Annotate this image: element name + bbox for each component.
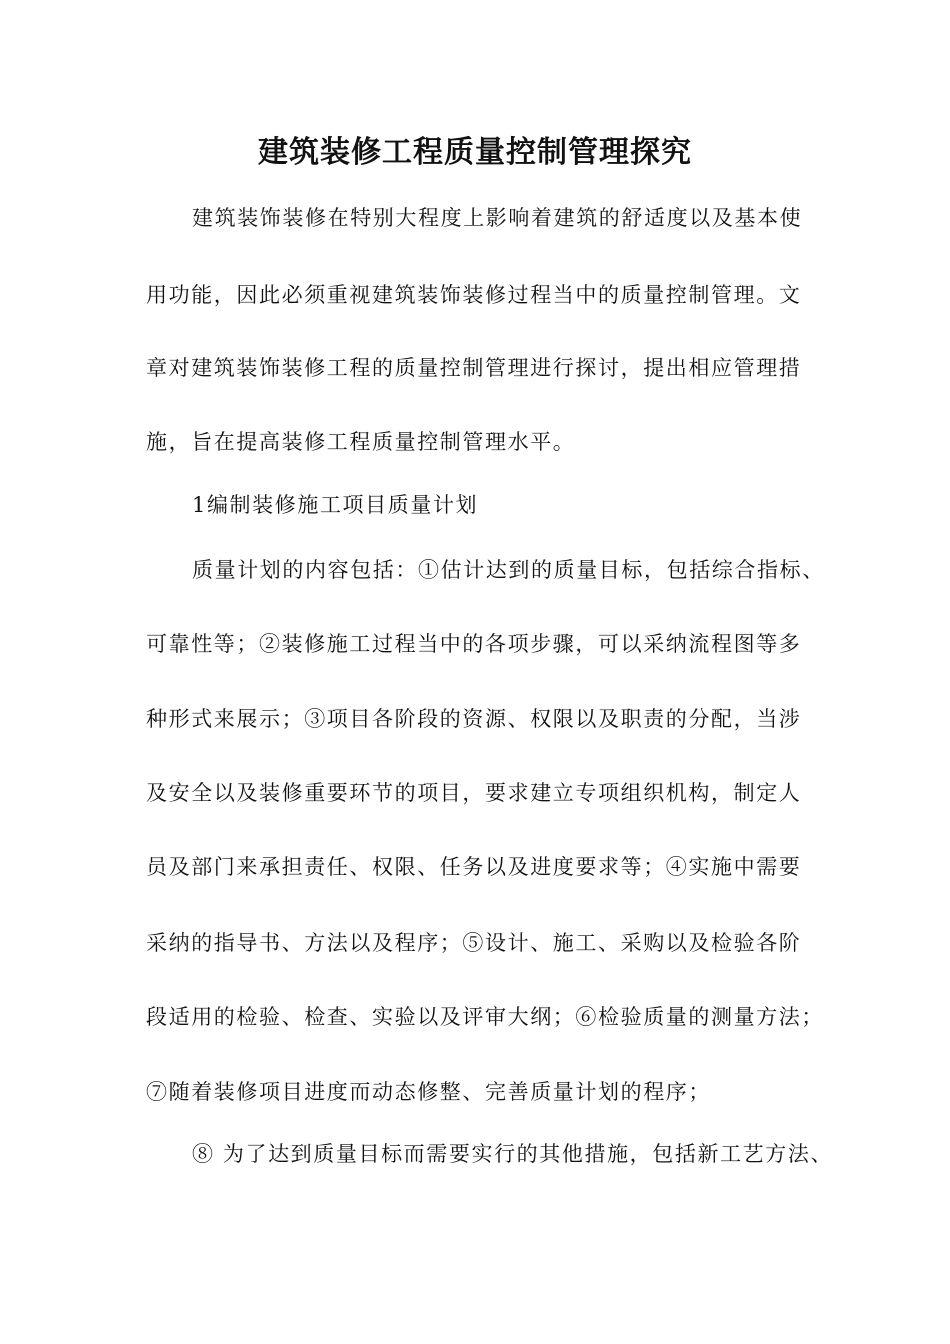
paragraph-line: 种形式来展示；③项目各阶段的资源、权限以及职责的分配，当涉 (146, 707, 802, 731)
paragraph-line: 及安全以及装修重要环节的项目，要求建立专项组织机构，制定人 (146, 781, 802, 805)
paragraph-line: ⑦随着装修项目进度而动态修整、完善质量计划的程序； (146, 1080, 711, 1104)
paragraph-line: 采纳的指导书、方法以及程序；⑤设计、施工、采购以及检验各阶 (146, 931, 802, 955)
paragraph-line: 段适用的检验、检查、实验以及评审大纲；⑥检验质量的测量方法； (146, 1005, 824, 1029)
paragraph-line: 员及部门来承担责任、权限、任务以及进度要求等；④实施中需要 (146, 855, 802, 879)
paragraph-line: 质量计划的内容包括：①估计达到的质量目标，包括综合指标、 (192, 558, 825, 582)
paragraph-line: 可靠性等；②装修施工过程当中的各项步骤，可以采纳流程图等多 (146, 632, 802, 656)
paragraph-line: 建筑装饰装修在特别大程度上影响着建筑的舒适度以及基本使 (192, 206, 803, 230)
paragraph-line: 章对建筑装饰装修工程的质量控制管理进行探讨，提出相应管理措 (146, 356, 802, 380)
document-title: 建筑装修工程质量控制管理探究 (258, 135, 692, 170)
paragraph-line: ⑧ 为了达到质量目标而需要实行的其他措施，包括新工艺方法、 (192, 1142, 834, 1166)
section-heading: 1编制装修施工项目质量计划 (192, 493, 479, 517)
paragraph-line: 用功能，因此必须重视建筑装饰装修过程当中的质量控制管理。文 (146, 283, 802, 307)
paragraph-line: 施，旨在提高装修工程质量控制管理水平。 (146, 430, 576, 454)
